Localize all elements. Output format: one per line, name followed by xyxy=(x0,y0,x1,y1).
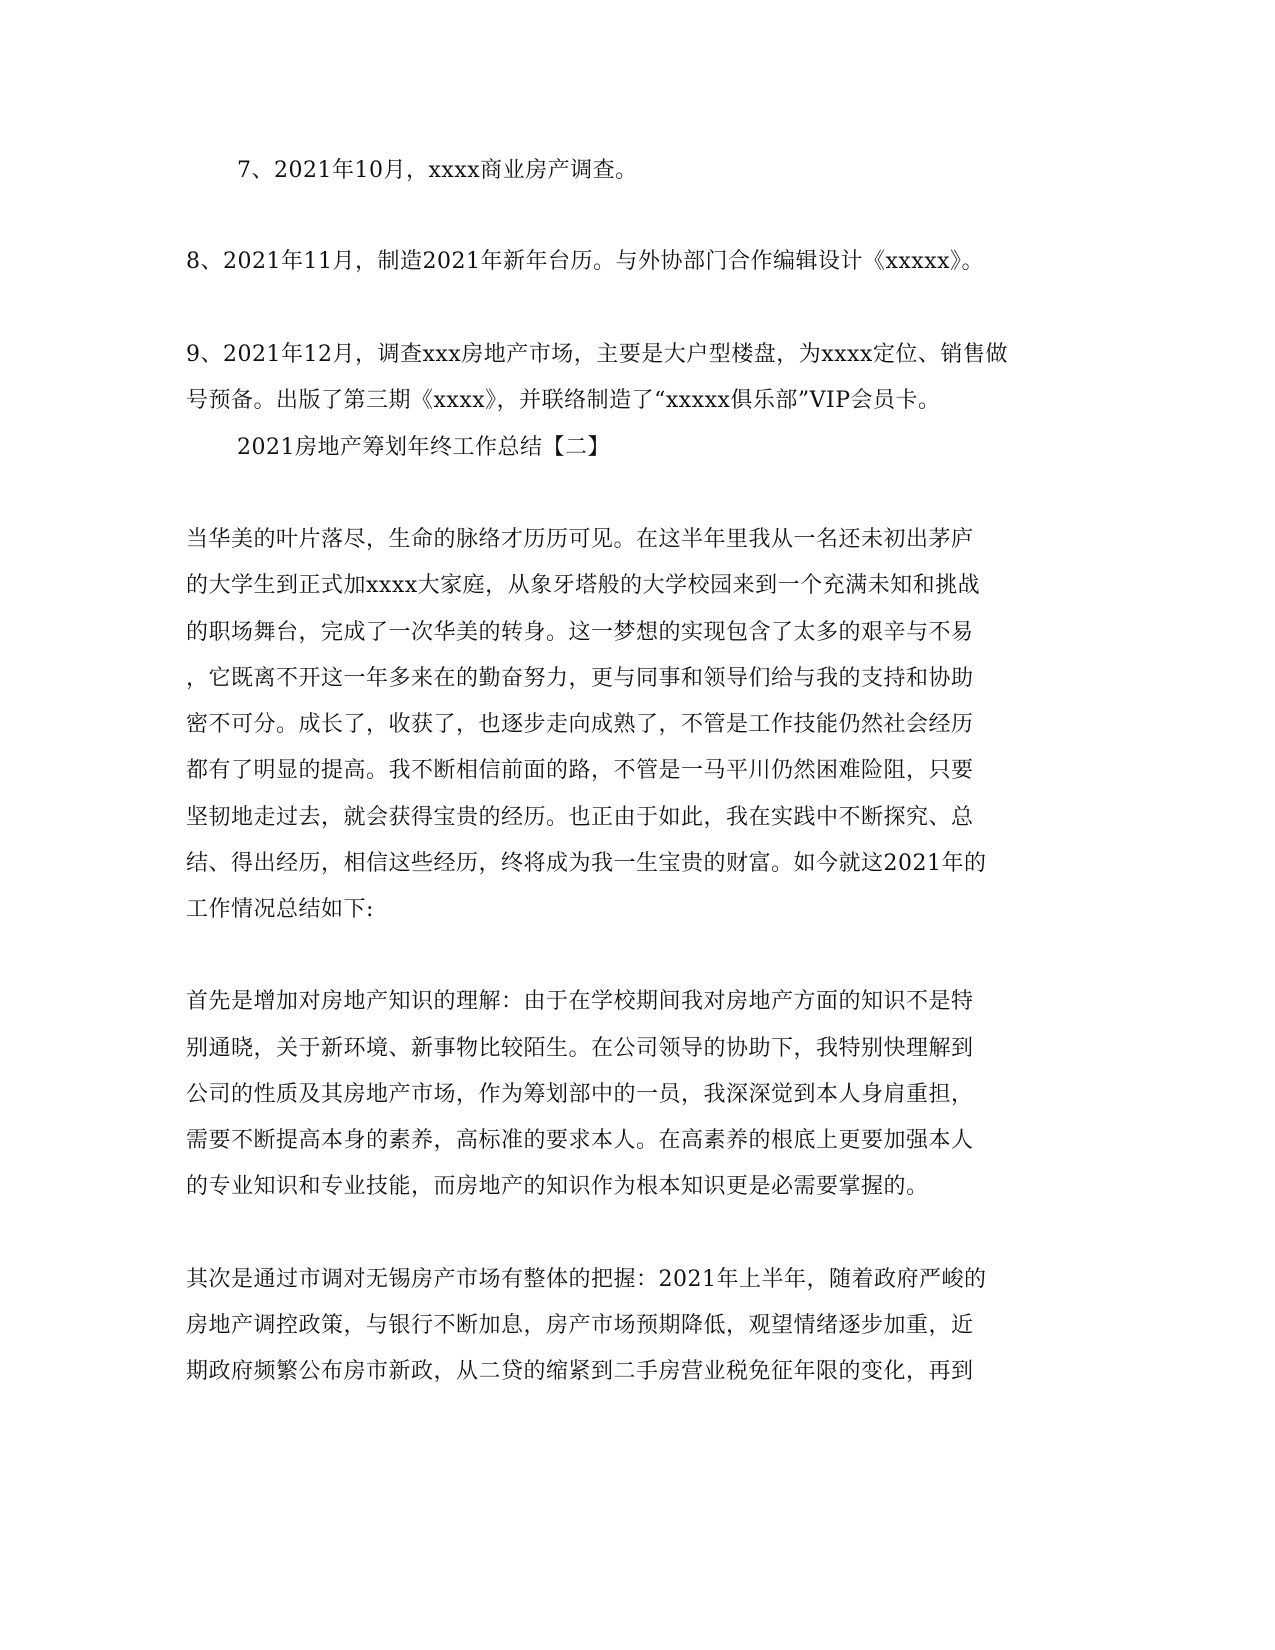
paragraph-2-line: 需要不断提高本身的素养，高标准的要求本人。在高素养的根底上更要加强本人 xyxy=(186,1128,974,1153)
list-item-7: 7、2021年10月，xxxx商业房产调查。 xyxy=(237,158,638,183)
paragraph-3-line: 其次是通过市调对无锡房产市场有整体的把握：2021年上半年，随着政府严峻的 xyxy=(186,1267,987,1292)
paragraph-1-line: 坚韧地走过去，就会获得宝贵的经历。也正由于如此，我在实践中不断探究、总 xyxy=(186,805,974,830)
section-heading: 2021房地产筹划年终工作总结【二】 xyxy=(237,435,610,460)
paragraph-2-line: 公司的性质及其房地产市场，作为筹划部中的一员，我深深觉到本人身肩重担， xyxy=(186,1082,974,1107)
paragraph-1-line: 工作情况总结如下: xyxy=(186,897,374,922)
list-item-9-line-2: 号预备。出版了第三期《xxxx》，并联络制造了“xxxxx俱乐部”VIP会员卡。 xyxy=(186,388,941,413)
paragraph-1-line: 的职场舞台，完成了一次华美的转身。这一梦想的实现包含了太多的艰辛与不易 xyxy=(186,620,974,645)
list-item-8: 8、2021年11月，制造2021年新年台历。与外协部门合作编辑设计《xxxxx》。 xyxy=(186,249,985,274)
paragraph-1-line: ，它既离不开这一年多来在的勤奋努力，更与同事和领导们给与我的支持和协助 xyxy=(186,666,974,691)
paragraph-3-line: 房地产调控政策，与银行不断加息，房产市场预期降低，观望情绪逐步加重，近 xyxy=(186,1313,974,1338)
paragraph-1-line: 都有了明显的提高。我不断相信前面的路，不管是一马平川仍然困难险阻，只要 xyxy=(186,758,974,783)
list-item-9-line-1: 9、2021年12月，调查xxx房地产市场，主要是大户型楼盘，为xxxx定位、销售做 xyxy=(186,342,1008,367)
paragraph-3-line: 期政府频繁公布房市新政，从二贷的缩紧到二手房营业税免征年限的变化，再到 xyxy=(186,1359,974,1384)
paragraph-2-line: 的专业知识和专业技能，而房地产的知识作为根本知识更是必需要掌握的。 xyxy=(186,1174,929,1199)
paragraph-1-line: 当华美的叶片落尽，生命的脉络才历历可见。在这半年里我从一名还未初出茅庐 xyxy=(186,527,974,552)
paragraph-1-line: 密不可分。成长了，收获了，也逐步走向成熟了，不管是工作技能仍然社会经历 xyxy=(186,712,974,737)
paragraph-1-line: 结、得出经历，相信这些经历，终将成为我一生宝贵的财富。如今就这2021年的 xyxy=(186,851,987,876)
paragraph-2-line: 首先是增加对房地产知识的理解：由于在学校期间我对房地产方面的知识不是特 xyxy=(186,989,974,1014)
paragraph-1-line: 的大学生到正式加xxxx大家庭，从象牙塔般的大学校园来到一个充满未知和挑战 xyxy=(186,573,981,598)
paragraph-2-line: 别通晓，关于新环境、新事物比较陌生。在公司领导的协助下，我特别快理解到 xyxy=(186,1036,974,1061)
